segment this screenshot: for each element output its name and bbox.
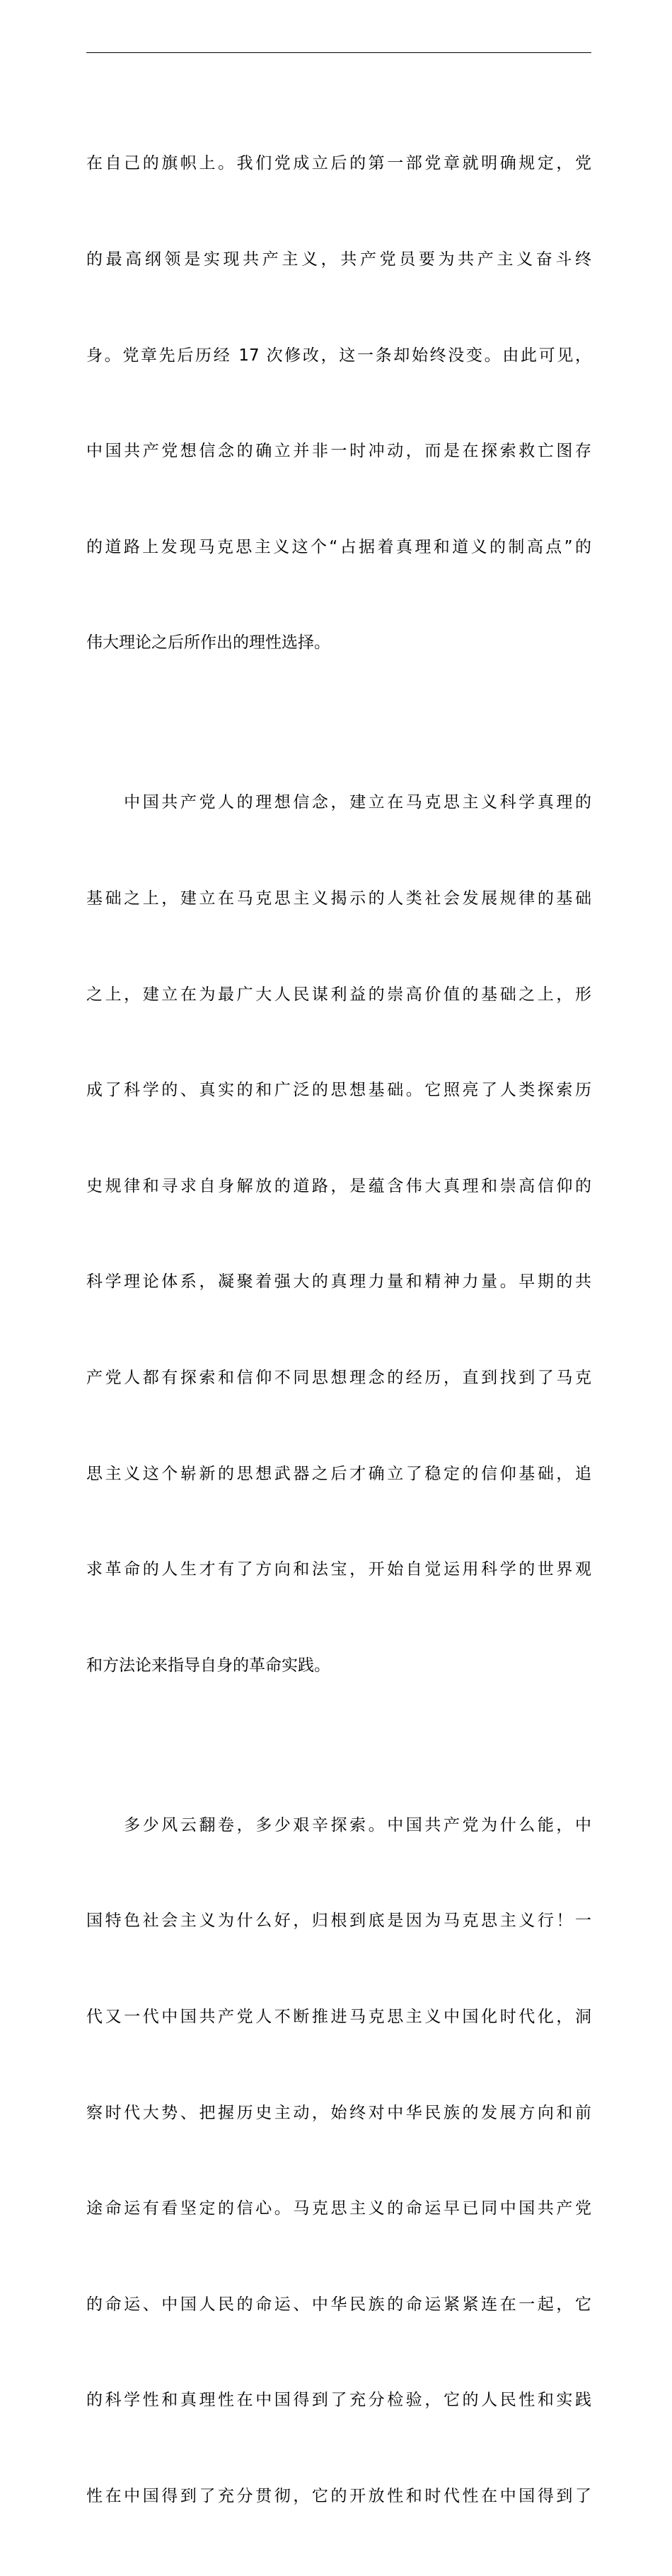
paragraph-3	[86, 1745, 591, 2576]
paragraph-2	[86, 723, 591, 1745]
text-line: 察时代大势、把握历史主动，始终对中华民族的发展方向和前	[86, 2103, 591, 2122]
text-line: 中国共产党想信念的确立并非一时冲动，而是在探索救亡图存	[86, 442, 591, 461]
text-line: 科学理论体系，凝聚着强大的真理力量和精神力量。早期的共	[86, 1272, 591, 1292]
text-line: 代又一代中国共产党人不断推进马克思主义中国化时代化，洞	[86, 2007, 591, 2026]
text-line: 途命运有看坚定的信心。马克思主义的命运早已同中国共产党	[86, 2199, 591, 2218]
text-line: 基础之上，建立在马克思主义揭示的人类社会发展规律的基础	[86, 889, 591, 908]
text-line: 国特色社会主义为什么好，归根到底是因为马克思主义行！一	[86, 1911, 591, 1931]
body-text	[86, 84, 591, 2576]
paragraph-1	[86, 84, 591, 723]
text-line: 多少风云翻卷，多少艰辛探索。中国共产党为什么能，中	[86, 1815, 591, 1834]
text-line: 和方法论来指导自身的革命实践。	[86, 1656, 330, 1675]
text-line: 身。党章先后历经 17 次修改，这一条却始终没变。由此可见，	[86, 346, 591, 365]
text-line: 在自己的旗帜上。我们党成立后的第一部党章就明确规定，党	[86, 154, 591, 173]
text-line: 中国共产党人的理想信念，建立在马克思主义科学真理的	[86, 793, 591, 812]
text-line: 史规律和寻求自身解放的道路，是蕴含伟大真理和崇高信仰的	[86, 1176, 591, 1195]
header-rule	[86, 52, 591, 53]
text-line: 求革命的人生才有了方向和法宝，开始自觉运用科学的世界观	[86, 1560, 591, 1579]
text-line: 的最高纲领是实现共产主义，共产党员要为共产主义奋斗终	[86, 250, 591, 269]
text-line: 成了科学的、真实的和广泛的思想基础。它照亮了人类探索历	[86, 1081, 591, 1100]
text-line: 伟大理论之后所作出的理性选择。	[86, 633, 330, 652]
text-line: 产党人都有探索和信仰不同思想理念的经历，直到找到了马克	[86, 1368, 591, 1387]
text-line: 的命运、中国人民的命运、中华民族的命运紧紧连在一起，它	[86, 2295, 591, 2314]
text-line: 之上，建立在为最广大人民谋利益的崇高价值的基础之上，形	[86, 985, 591, 1004]
text-line: 思主义这个崭新的思想武器之后才确立了稳定的信仰基础，追	[86, 1464, 591, 1483]
text-line: 的道路上发现马克思主义这个“占据着真理和道义的制高点”的	[86, 537, 591, 556]
text-line: 的科学性和真理性在中国得到了充分检验，它的人民性和实践	[86, 2391, 591, 2410]
text-line: 性在中国得到了充分贯彻，它的开放性和时代性在中国得到了	[86, 2486, 591, 2505]
